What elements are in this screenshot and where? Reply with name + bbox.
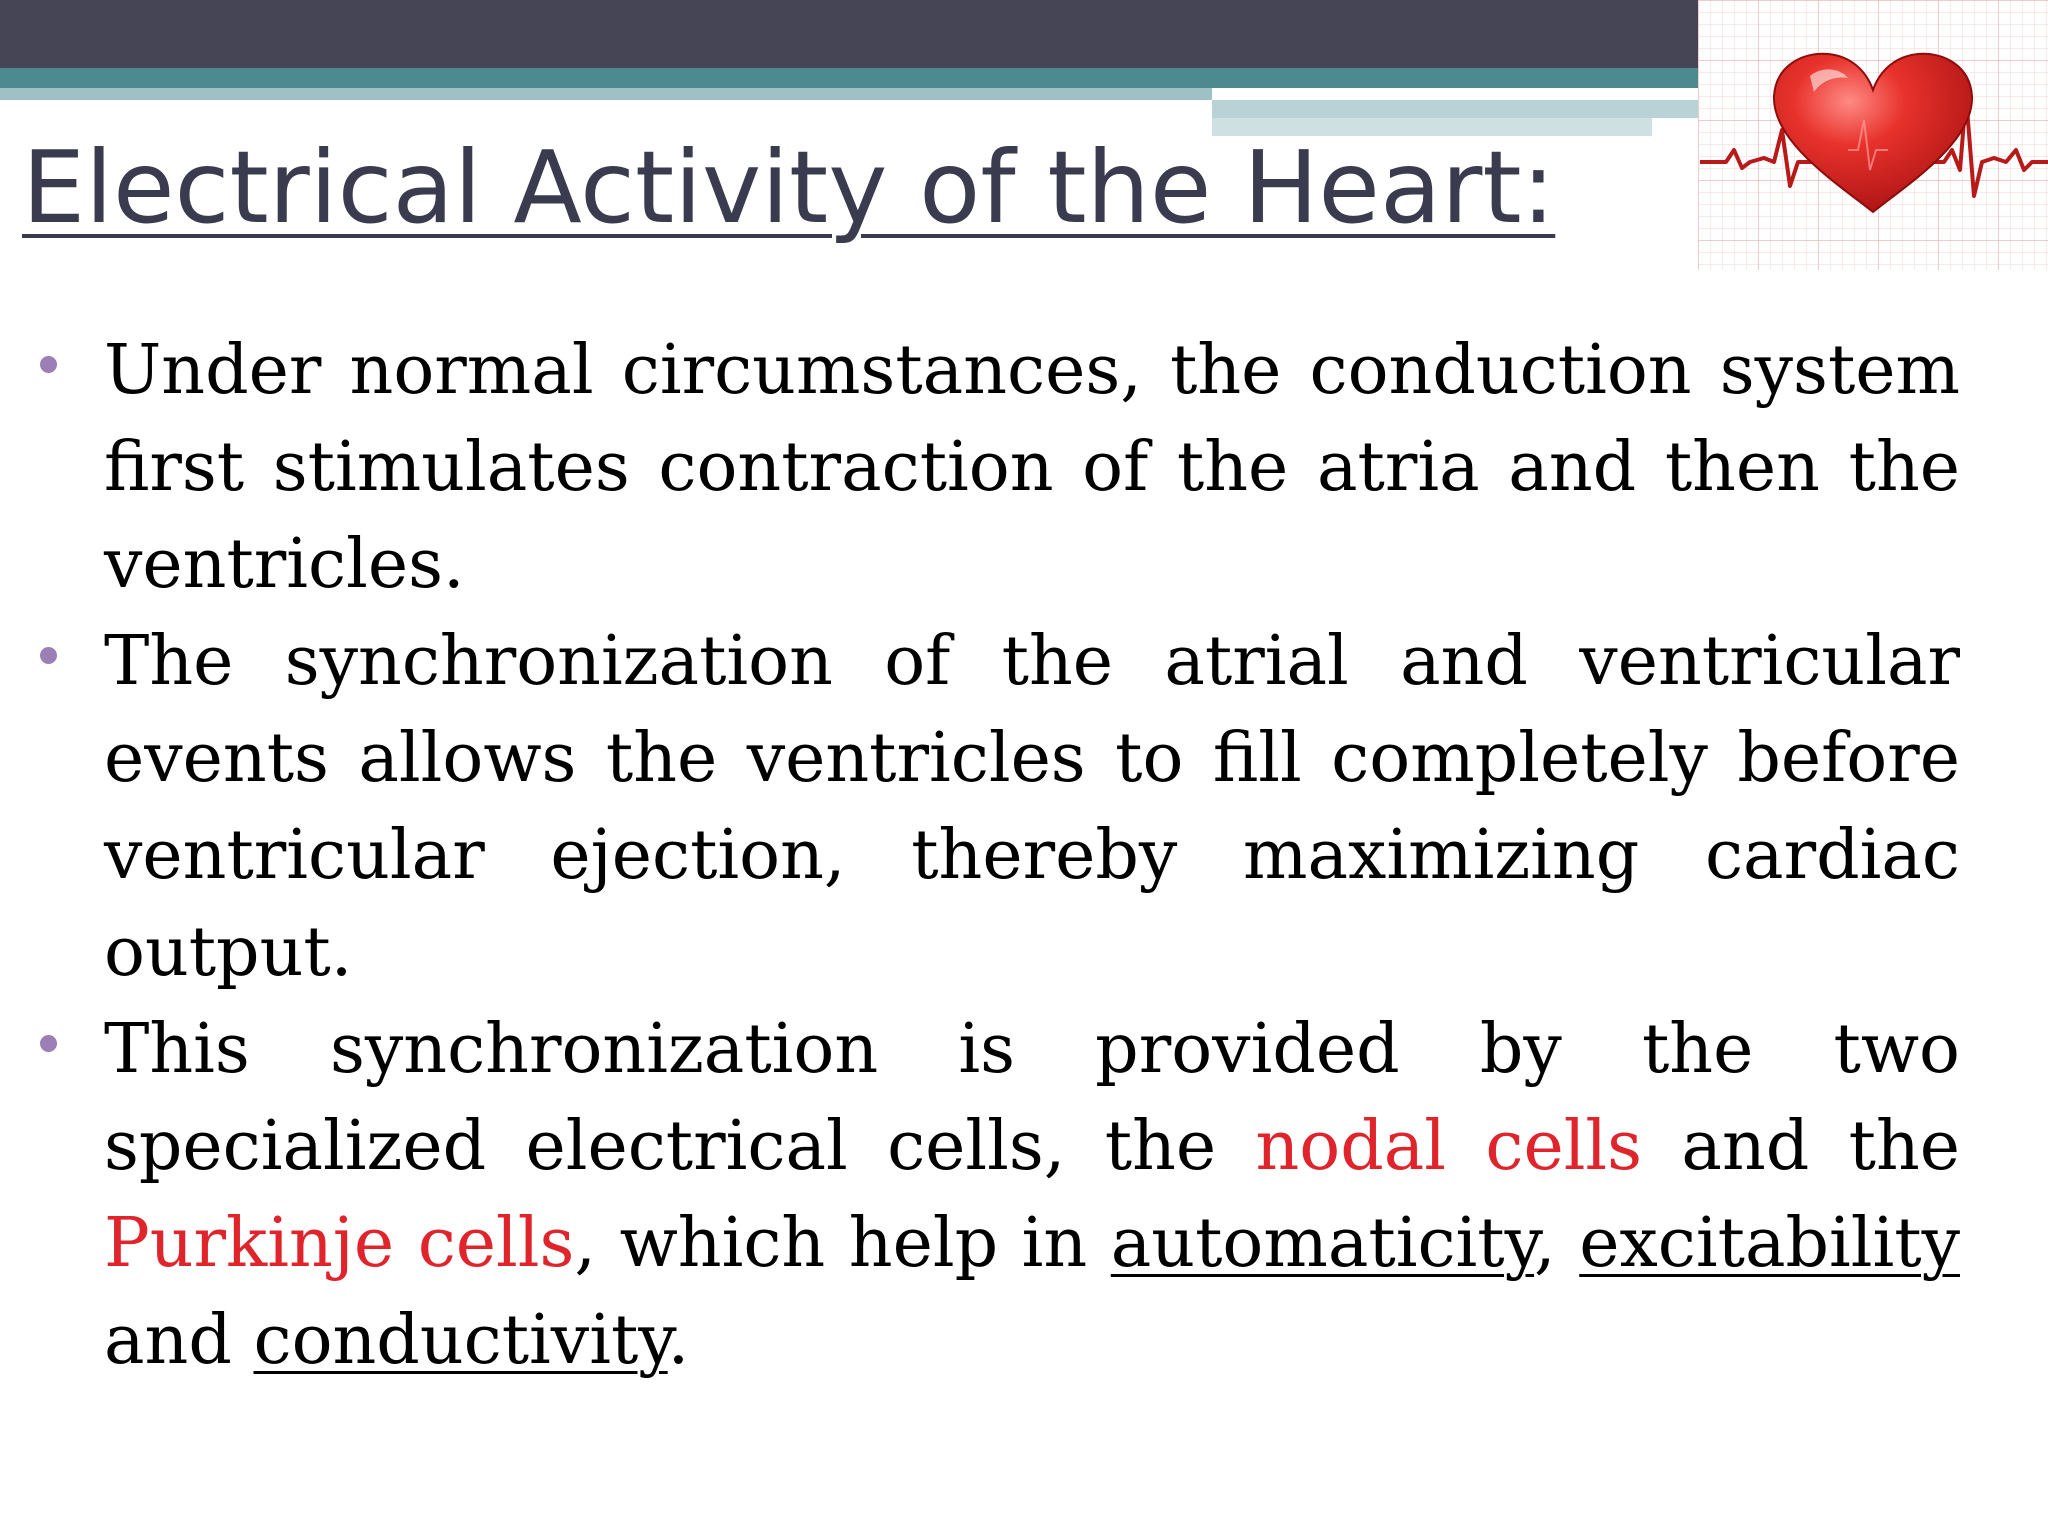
excitability-term: excitability (1579, 1204, 1961, 1283)
automaticity-term: automaticity (1110, 1204, 1535, 1283)
bullet-text: Under normal circumstances, the conduction system first stimulates contraction of the atria and then the ventricles. (104, 331, 1960, 604)
bullet-list (40, 322, 1960, 1389)
page-title: Electrical Activity of the Heart: (22, 129, 1556, 246)
bullet-item (40, 1001, 1960, 1389)
bullet-text-segment: , (1534, 1204, 1580, 1283)
bullet-text-segment: , which help in (574, 1204, 1111, 1283)
bullet-dot-icon (40, 1035, 57, 1052)
nodal-cells-highlight: nodal cells (1255, 1107, 1643, 1186)
conductivity-term: conductivity (253, 1301, 668, 1380)
header-band-teal (0, 68, 1698, 88)
purkinje-cells-highlight: Purkinje cells (104, 1204, 575, 1283)
bullet-item (40, 613, 1960, 1001)
bullet-dot-icon (40, 356, 57, 373)
bullet-dot-icon (40, 647, 57, 664)
heart-ecg-icon (1698, 0, 2048, 270)
bullet-text-segment: This synchronization is provided by the two specialized electrical cells, the (104, 1010, 1960, 1186)
bullet-text-segment: . (667, 1301, 690, 1380)
header-band-light (0, 88, 1212, 100)
bullet-item (40, 322, 1960, 613)
bullet-text-segment: and (104, 1301, 254, 1380)
bullet-text-segment: and the (1642, 1107, 1961, 1186)
header-band-light (1212, 100, 1698, 118)
bullet-text: The synchronization of the atrial and ventricular events allows the ventricles to fill completely before ventricular ejection, thereby maximizing cardiac output. (104, 622, 1960, 992)
header-band-dark (0, 0, 1698, 68)
